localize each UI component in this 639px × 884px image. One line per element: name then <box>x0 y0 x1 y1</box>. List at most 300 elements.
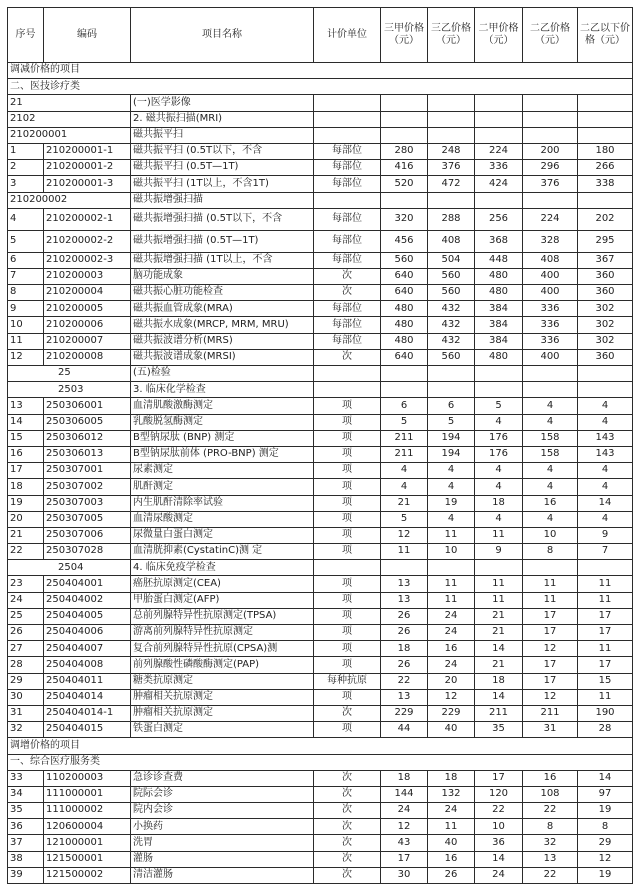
unit-cell: 每部位 <box>314 333 381 349</box>
table-row <box>8 835 633 851</box>
price-cell: 360 <box>578 285 633 301</box>
table-row <box>8 160 633 176</box>
table-row <box>8 786 633 802</box>
price-cell: 21 <box>475 608 523 624</box>
price-cell: 520 <box>381 176 428 192</box>
price-cell: 10 <box>428 544 475 560</box>
price-cell: 408 <box>428 230 475 252</box>
unit-cell: 每种抗原 <box>314 673 381 689</box>
price-cell: 200 <box>523 143 578 159</box>
unit-cell: 项 <box>314 608 381 624</box>
code-cell: 250404015 <box>44 722 131 738</box>
price-cell: 8 <box>578 819 633 835</box>
price-cell: 14 <box>578 495 633 511</box>
unit-cell: 每部位 <box>314 317 381 333</box>
price-cell: 4 <box>428 463 475 479</box>
price-cell: 16 <box>428 641 475 657</box>
price-cell: 17 <box>578 625 633 641</box>
table-row <box>8 414 633 430</box>
price-cell: 560 <box>428 268 475 284</box>
section-title: 调减价格的项目 <box>8 63 633 79</box>
table-row <box>8 208 633 230</box>
code-cell: 250307003 <box>44 495 131 511</box>
price-cell: 4 <box>475 479 523 495</box>
code-cell: 111000002 <box>44 803 131 819</box>
seq-cell: 37 <box>8 835 44 851</box>
price-cell <box>475 382 523 398</box>
price-cell: 266 <box>578 160 633 176</box>
table-row <box>8 398 633 414</box>
price-cell: 143 <box>578 446 633 462</box>
price-cell: 18 <box>475 495 523 511</box>
seq-cell: 36 <box>8 819 44 835</box>
table-row <box>8 463 633 479</box>
table-row <box>8 544 633 560</box>
code-cell: 111000001 <box>44 786 131 802</box>
unit-cell: 次 <box>314 268 381 284</box>
table-row <box>8 176 633 192</box>
seq-cell: 34 <box>8 786 44 802</box>
section-title: 一、综合医疗服务类 <box>8 754 633 770</box>
price-cell: 24 <box>475 867 523 883</box>
price-cell: 320 <box>381 208 428 230</box>
seq-cell: 6 <box>8 252 44 268</box>
unit-cell: 每部位 <box>314 230 381 252</box>
price-cell: 16 <box>523 495 578 511</box>
price-cell: 12 <box>381 819 428 835</box>
category-code: 2102 <box>8 111 131 127</box>
seq-cell: 16 <box>8 446 44 462</box>
seq-cell: 30 <box>8 689 44 705</box>
table-row <box>8 819 633 835</box>
section-row <box>8 79 633 95</box>
table-row <box>8 851 633 867</box>
price-cell: 20 <box>428 673 475 689</box>
seq-cell: 4 <box>8 208 44 230</box>
section-title: 调增价格的项目 <box>8 738 633 754</box>
table-row <box>8 722 633 738</box>
price-cell: 21 <box>381 495 428 511</box>
price-cell: 211 <box>381 446 428 462</box>
name-cell: 总前列腺特异性抗原测定(TPSA) <box>131 608 314 624</box>
table-row <box>8 527 633 543</box>
name-cell: 磁共振波谱分析(MRS) <box>131 333 314 349</box>
price-cell: 480 <box>381 317 428 333</box>
price-cell: 120 <box>475 786 523 802</box>
code-cell: 210200008 <box>44 349 131 365</box>
price-cell: 19 <box>578 803 633 819</box>
price-cell: 432 <box>428 333 475 349</box>
name-cell: 清洁灌肠 <box>131 867 314 883</box>
price-cell: 26 <box>381 608 428 624</box>
price-cell: 17 <box>523 657 578 673</box>
price-cell <box>381 111 428 127</box>
table-row <box>8 333 633 349</box>
code-cell: 250404005 <box>44 608 131 624</box>
price-cell: 302 <box>578 333 633 349</box>
price-cell: 21 <box>475 657 523 673</box>
price-cell: 224 <box>475 143 523 159</box>
table-row <box>8 770 633 786</box>
unit-cell: 每部位 <box>314 252 381 268</box>
code-cell: 121500001 <box>44 851 131 867</box>
table-row <box>8 576 633 592</box>
table-row <box>8 479 633 495</box>
code-cell: 210200006 <box>44 317 131 333</box>
price-cell: 132 <box>428 786 475 802</box>
price-cell: 11 <box>428 592 475 608</box>
price-cell: 384 <box>475 333 523 349</box>
code-cell: 210200001-1 <box>44 143 131 159</box>
price-cell: 229 <box>428 705 475 721</box>
name-cell: 尿微量白蛋白测定 <box>131 527 314 543</box>
price-cell: 368 <box>475 230 523 252</box>
price-cell: 472 <box>428 176 475 192</box>
price-cell <box>428 366 475 382</box>
name-cell: 院内会诊 <box>131 803 314 819</box>
price-cell: 31 <box>523 722 578 738</box>
category-name: (一)医学影像 <box>131 95 314 111</box>
price-cell: 256 <box>475 208 523 230</box>
table-row <box>8 317 633 333</box>
price-cell: 432 <box>428 301 475 317</box>
price-cell <box>475 127 523 143</box>
code-cell: 250307005 <box>44 511 131 527</box>
price-cell <box>578 95 633 111</box>
header-code: 编码 <box>44 8 131 63</box>
seq-cell: 33 <box>8 770 44 786</box>
price-cell: 9 <box>578 527 633 543</box>
price-cell <box>475 111 523 127</box>
header-price-tier1: 三甲价格（元） <box>381 8 428 63</box>
price-cell: 5 <box>475 398 523 414</box>
price-cell: 328 <box>523 230 578 252</box>
code-cell: 210200005 <box>44 301 131 317</box>
price-cell: 211 <box>475 705 523 721</box>
name-cell: 洗胃 <box>131 835 314 851</box>
price-cell: 480 <box>381 301 428 317</box>
unit-cell <box>314 111 381 127</box>
price-cell: 30 <box>381 867 428 883</box>
price-cell: 36 <box>475 835 523 851</box>
name-cell: 磁共振心脏功能检查 <box>131 285 314 301</box>
price-cell: 158 <box>523 430 578 446</box>
code-cell: 121000001 <box>44 835 131 851</box>
seq-cell: 12 <box>8 349 44 365</box>
price-cell: 4 <box>428 511 475 527</box>
category-code: 21 <box>8 95 131 111</box>
price-cell: 32 <box>523 835 578 851</box>
code-cell: 250404006 <box>44 625 131 641</box>
price-cell: 17 <box>523 625 578 641</box>
code-cell: 250306001 <box>44 398 131 414</box>
price-cell: 16 <box>428 851 475 867</box>
table-row <box>8 446 633 462</box>
unit-cell: 每部位 <box>314 208 381 230</box>
unit-cell: 项 <box>314 625 381 641</box>
price-cell: 11 <box>578 592 633 608</box>
price-cell: 44 <box>381 722 428 738</box>
header-unit: 计价单位 <box>314 8 381 63</box>
price-cell: 19 <box>428 495 475 511</box>
price-cell <box>428 127 475 143</box>
price-cell: 24 <box>428 608 475 624</box>
price-cell: 11 <box>428 576 475 592</box>
seq-cell: 1 <box>8 143 44 159</box>
price-cell: 11 <box>523 592 578 608</box>
unit-cell <box>314 382 381 398</box>
code-cell: 121500002 <box>44 867 131 883</box>
seq-cell: 31 <box>8 705 44 721</box>
unit-cell: 项 <box>314 576 381 592</box>
code-cell: 250404007 <box>44 641 131 657</box>
seq-cell: 5 <box>8 230 44 252</box>
table-row <box>8 430 633 446</box>
price-cell: 6 <box>381 398 428 414</box>
seq-cell: 38 <box>8 851 44 867</box>
name-cell: 磁共振平扫 (1T以上，不含1T) <box>131 176 314 192</box>
table-row <box>8 252 633 268</box>
section-row <box>8 754 633 770</box>
price-cell: 17 <box>578 657 633 673</box>
name-cell: 灌肠 <box>131 851 314 867</box>
price-cell: 12 <box>428 689 475 705</box>
category-code: 2504 <box>8 560 131 576</box>
price-cell: 21 <box>475 625 523 641</box>
price-cell: 13 <box>381 592 428 608</box>
price-cell: 26 <box>381 625 428 641</box>
price-cell: 360 <box>578 349 633 365</box>
code-cell: 250307028 <box>44 544 131 560</box>
name-cell: 磁共振血管成象(MRA) <box>131 301 314 317</box>
header-price-tier3: 二甲价格（元） <box>475 8 523 63</box>
price-cell: 9 <box>475 544 523 560</box>
code-cell: 250404008 <box>44 657 131 673</box>
name-cell: 磁共振水成象(MRCP, MRM, MRU) <box>131 317 314 333</box>
price-cell: 17 <box>523 608 578 624</box>
name-cell: 铁蛋白测定 <box>131 722 314 738</box>
price-cell: 4 <box>578 479 633 495</box>
price-cell: 14 <box>475 851 523 867</box>
table-row <box>8 705 633 721</box>
unit-cell: 项 <box>314 657 381 673</box>
category-row <box>8 382 633 398</box>
code-cell: 210200007 <box>44 333 131 349</box>
price-cell: 11 <box>475 527 523 543</box>
seq-cell: 28 <box>8 657 44 673</box>
price-cell: 22 <box>523 803 578 819</box>
category-row <box>8 111 633 127</box>
category-name: 磁共振增强扫描 <box>131 192 314 208</box>
price-cell: 194 <box>428 446 475 462</box>
price-cell: 302 <box>578 301 633 317</box>
unit-cell: 次 <box>314 867 381 883</box>
price-cell: 40 <box>428 835 475 851</box>
category-row <box>8 127 633 143</box>
unit-cell: 项 <box>314 722 381 738</box>
price-cell <box>578 382 633 398</box>
seq-cell: 24 <box>8 592 44 608</box>
price-cell: 22 <box>381 673 428 689</box>
price-cell: 97 <box>578 786 633 802</box>
price-cell: 336 <box>523 333 578 349</box>
price-cell: 408 <box>523 252 578 268</box>
price-cell: 4 <box>578 398 633 414</box>
seq-cell: 39 <box>8 867 44 883</box>
unit-cell: 项 <box>314 592 381 608</box>
price-cell: 40 <box>428 722 475 738</box>
price-cell: 18 <box>428 770 475 786</box>
price-cell: 29 <box>578 835 633 851</box>
table-row <box>8 349 633 365</box>
category-name: 磁共振平扫 <box>131 127 314 143</box>
price-cell: 480 <box>475 285 523 301</box>
price-cell: 4 <box>523 414 578 430</box>
price-cell <box>578 111 633 127</box>
seq-cell: 23 <box>8 576 44 592</box>
price-cell: 4 <box>381 479 428 495</box>
unit-cell: 项 <box>314 446 381 462</box>
code-cell: 210200001-2 <box>44 160 131 176</box>
name-cell: 乳酸脱氢酶测定 <box>131 414 314 430</box>
category-code: 25 <box>8 366 131 382</box>
price-cell: 14 <box>475 689 523 705</box>
price-cell: 22 <box>523 867 578 883</box>
price-cell <box>523 560 578 576</box>
price-cell: 10 <box>523 527 578 543</box>
code-cell: 250307001 <box>44 463 131 479</box>
unit-cell: 项 <box>314 544 381 560</box>
price-cell: 12 <box>578 851 633 867</box>
unit-cell: 项 <box>314 495 381 511</box>
price-cell: 336 <box>475 160 523 176</box>
price-cell <box>578 127 633 143</box>
price-cell: 5 <box>381 511 428 527</box>
price-cell: 288 <box>428 208 475 230</box>
price-cell: 4 <box>578 414 633 430</box>
name-cell: 复合前列腺特异性抗原(CPSA)测 <box>131 641 314 657</box>
price-cell: 248 <box>428 143 475 159</box>
unit-cell <box>314 95 381 111</box>
seq-cell: 11 <box>8 333 44 349</box>
name-cell: 急诊诊查费 <box>131 770 314 786</box>
price-cell: 640 <box>381 349 428 365</box>
price-cell <box>523 382 578 398</box>
price-cell: 560 <box>428 285 475 301</box>
category-row <box>8 366 633 382</box>
unit-cell: 次 <box>314 803 381 819</box>
seq-cell: 20 <box>8 511 44 527</box>
name-cell: 肌酐测定 <box>131 479 314 495</box>
price-cell: 295 <box>578 230 633 252</box>
price-cell: 4 <box>475 414 523 430</box>
category-row <box>8 560 633 576</box>
code-cell: 250307002 <box>44 479 131 495</box>
price-cell: 26 <box>381 657 428 673</box>
price-cell: 8 <box>523 544 578 560</box>
name-cell: 磁共振增强扫描 (0.5T以下，不含 <box>131 208 314 230</box>
price-cell: 4 <box>578 463 633 479</box>
name-cell: 甲胎蛋白测定(AFP) <box>131 592 314 608</box>
unit-cell <box>314 366 381 382</box>
name-cell: 磁共振增强扫描 (1T以上，不含 <box>131 252 314 268</box>
unit-cell: 项 <box>314 414 381 430</box>
price-cell: 18 <box>381 770 428 786</box>
price-cell: 194 <box>428 430 475 446</box>
price-cell <box>475 192 523 208</box>
price-cell: 504 <box>428 252 475 268</box>
category-code: 210200001 <box>8 127 131 143</box>
price-cell: 12 <box>381 527 428 543</box>
name-cell: 游离前列腺特异性抗原测定 <box>131 625 314 641</box>
unit-cell: 项 <box>314 689 381 705</box>
seq-cell: 3 <box>8 176 44 192</box>
category-name: (五)检验 <box>131 366 314 382</box>
name-cell: 血清尿酸测定 <box>131 511 314 527</box>
price-cell: 176 <box>475 446 523 462</box>
price-cell <box>523 95 578 111</box>
price-cell <box>381 192 428 208</box>
code-cell: 210200001-3 <box>44 176 131 192</box>
price-cell: 7 <box>578 544 633 560</box>
code-cell: 210200002-1 <box>44 208 131 230</box>
seq-cell: 18 <box>8 479 44 495</box>
price-cell: 17 <box>381 851 428 867</box>
price-cell: 143 <box>578 430 633 446</box>
price-cell: 448 <box>475 252 523 268</box>
name-cell: 脑功能成象 <box>131 268 314 284</box>
seq-cell: 26 <box>8 625 44 641</box>
price-table <box>7 7 633 884</box>
code-cell: 250404014-1 <box>44 705 131 721</box>
unit-cell: 次 <box>314 770 381 786</box>
price-cell: 384 <box>475 317 523 333</box>
price-cell <box>428 192 475 208</box>
price-cell <box>578 560 633 576</box>
seq-cell: 21 <box>8 527 44 543</box>
price-cell: 15 <box>578 673 633 689</box>
name-cell: 小换药 <box>131 819 314 835</box>
price-cell <box>578 366 633 382</box>
price-cell: 424 <box>475 176 523 192</box>
price-cell: 24 <box>428 625 475 641</box>
price-cell: 13 <box>523 851 578 867</box>
price-cell: 280 <box>381 143 428 159</box>
price-cell: 11 <box>428 819 475 835</box>
category-code: 2503 <box>8 382 131 398</box>
price-cell: 4 <box>578 511 633 527</box>
seq-cell: 17 <box>8 463 44 479</box>
unit-cell: 次 <box>314 819 381 835</box>
table-row <box>8 657 633 673</box>
price-cell: 144 <box>381 786 428 802</box>
name-cell: 院际会诊 <box>131 786 314 802</box>
seq-cell: 25 <box>8 608 44 624</box>
table-row <box>8 803 633 819</box>
unit-cell: 项 <box>314 479 381 495</box>
code-cell: 250307006 <box>44 527 131 543</box>
seq-cell: 10 <box>8 317 44 333</box>
unit-cell <box>314 560 381 576</box>
name-cell: 磁共振平扫 (0.5T—1T) <box>131 160 314 176</box>
price-cell: 367 <box>578 252 633 268</box>
price-cell: 480 <box>475 268 523 284</box>
name-cell: 癌胚抗原测定(CEA) <box>131 576 314 592</box>
price-cell: 158 <box>523 446 578 462</box>
name-cell: 糖类抗原测定 <box>131 673 314 689</box>
price-cell <box>381 560 428 576</box>
table-row <box>8 592 633 608</box>
